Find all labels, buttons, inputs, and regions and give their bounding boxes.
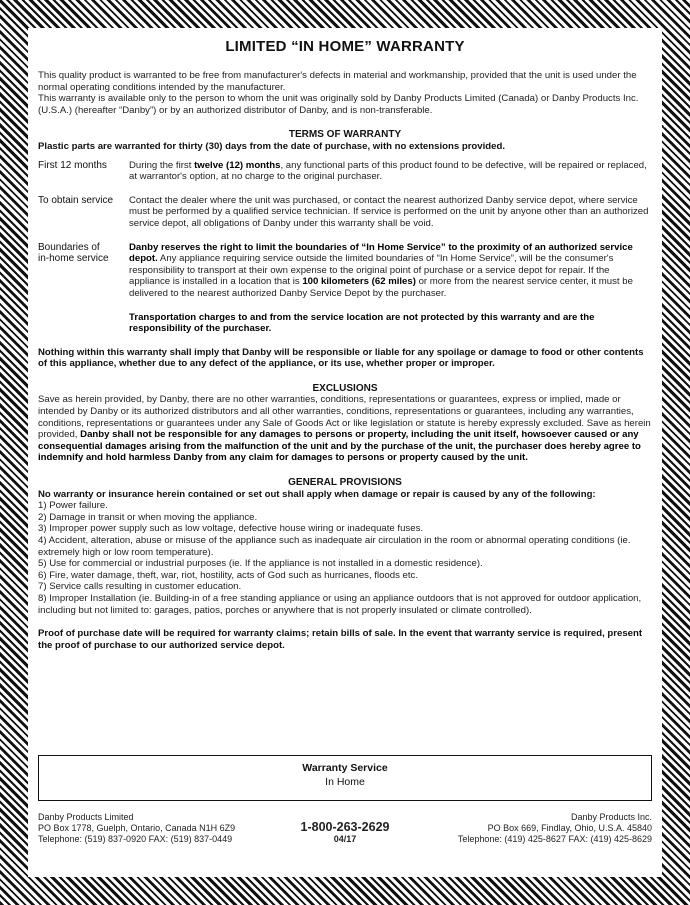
list-item: 8) Improper Installation (ie. Building-in of a free standing appliance or using an appliance outdoors that is not approved for outdoor application, including but not limited to: garages, patios, porches or anywhere that is not properly insulated or climate controlled). [38,592,642,616]
list-item: 3) Improper power supply such as low voltage, defective house wiring or inadequate fuses. [38,523,424,535]
liability-note: Nothing within this warranty shall imply that Danby will be responsible or liable for any spoilage or damage to food or other contents of this appliance, whether due to any defect of the appliance, or its use, whether proper or improper. [38,346,644,370]
toll-free-phone: 1-800-263-2629 [300,820,390,834]
term-body [129,242,652,335]
term-row-boundaries [38,242,652,335]
list-item: 5) Use for commercial or industrial purposes (ie. If the appliance is not installed in a domestic residence). [38,558,483,570]
exclusions-text: Save as herein provided, by Danby, there are no other warranties, conditions, representations or guarantees, express or implied, made or intended by Danby or its authorized distributors and all other warranties, conditions, representations or guarantees, including any warranties, conditions, representations or guarantees under any Sale of Goods Act or like legislation or statute is hereby expressly excluded. Save as herein provided, [38,394,651,441]
list-item: 7) Service calls resulting in customer education. [38,581,242,593]
footer-line: Telephone: (419) 425-8627 FAX: (419) 425-8629 [457,834,652,844]
term-text: , any functional parts of this product found to be defective, will be repaired or replaced, at warrantor's option, at no charge to the original purchaser. [129,159,647,183]
term-text: During the first [129,159,195,171]
term-bold-text: Transportation charges to and from the service location are not protected by this warranty and are the responsibility of the purchaser. [129,311,595,335]
intro-paragraph: This quality product is warranted to be free from manufacturer's defects in material and workmanship, provided that the unit is used under the normal operating conditions intended by the manufacturer. [38,70,637,93]
term-bold-text: twelve (12) months [194,159,281,171]
term-text: or more from the nearest service center, it must be delivered to the nearest authorized Danby Service Depot by the purchaser. [129,276,633,299]
term-body [129,160,652,183]
page-title: LIMITED “IN HOME” WARRANTY [225,38,465,55]
term-bold-text: Danby reserves the right to limit the boundaries of “In Home Service” to the proximity of an authorized service depot. [129,241,633,265]
revision-code: 04/17 [333,834,357,844]
term-bold-text: 100 kilometers (62 miles) [302,276,416,288]
boundaries-paragraph [129,242,652,300]
service-box-subtitle: In Home [325,776,365,788]
list-item: 2) Damage in transit or when moving the appliance. [38,511,258,523]
list-item: 6) Fire, water damage, theft, war, riot, hostility, acts of God such as hurricanes, floods etc. [38,569,419,581]
term-label-line: Boundaries of [38,241,100,253]
warranty-service-box [38,755,652,801]
page-content [38,36,652,869]
proof-of-purchase-note: Proof of purchase date will be required for warranty claims; retain bills of sale. In the event that warranty service is required, present the proof of purchase to our authorized service depot. [38,628,643,651]
list-item: 1) Power failure. [38,500,108,512]
footer-usa-address [458,812,652,845]
general-provisions-intro: No warranty or insurance herein contained or set out shall apply when damage or repair is caused by any of the following: [38,488,596,500]
footer-line: Telephone: (519) 837-0920 FAX: (519) 837-0449 [38,834,233,844]
terms-heading: TERMS OF WARRANTY [288,129,402,141]
term-row-obtain-service [38,195,652,230]
footer-line: Danby Products Limited [38,812,134,822]
service-box-title: Warranty Service [302,762,388,774]
term-label [38,242,129,335]
exclusions-bold-text: Danby shall not be responsible for any damages to persons or property, including the unit itself, howsoever caused or any consequential damages arising from the malfunction of the unit and by the purchase of the unit, the purchaser does hereby agree to indemnify and hold harmless Danby from any claim for damages to persons or property caused by the unit. [38,429,641,464]
footer-line: PO Box 1778, Guelph, Ontario, Canada N1H 6Z9 [38,823,236,833]
exclusions-heading: EXCLUSIONS [312,382,378,394]
term-label: To obtain service [38,194,114,206]
plastic-parts-note: Plastic parts are warranted for thirty (30) days from the date of purchase, with no extensions provided. [38,140,506,152]
term-label-line: in-home service [38,253,109,265]
intro-paragraph: This warranty is available only to the person to whom the unit was originally sold by Danby Products Limited (Canada) or Danby Products Inc. (U.S.A.) (hereafter “Danby”) or by an authorized distributor of Danby, and is non-transferable. [38,93,639,116]
transport-note [129,312,652,335]
list-item: 4) Accident, alteration, abuse or misuse of the appliance such as inadequate air circulation in the room or abnormal operating conditions (ie. extremely high or low room temperature). [38,535,631,558]
footer-line: PO Box 669, Findlay, Ohio, U.S.A. 45840 [487,823,652,833]
exclusions-paragraph [38,394,652,464]
provisions-list [38,500,652,616]
term-body: Contact the dealer where the unit was purchased, or contact the nearest authorized Danby service depot, where service must be performed by a qualified service technician. If service is performed on the unit by anyone other than an authorized service depot, all obligations of Danby under this warranty shall be void. [129,194,649,229]
term-row-first-12-months [38,160,652,183]
term-label: First 12 months [38,159,107,171]
general-provisions-heading: GENERAL PROVISIONS [288,477,402,489]
footer-line: Danby Products Inc. [570,812,652,822]
intro-section [38,70,652,116]
term-text: Any appliance requiring service outside the limited boundaries of “In Home Service”, will be the consumer's responsibility to transport at their own expense to the original point of purchase or a service depot for repair. If the appliance is installed in a location that is [129,253,614,288]
